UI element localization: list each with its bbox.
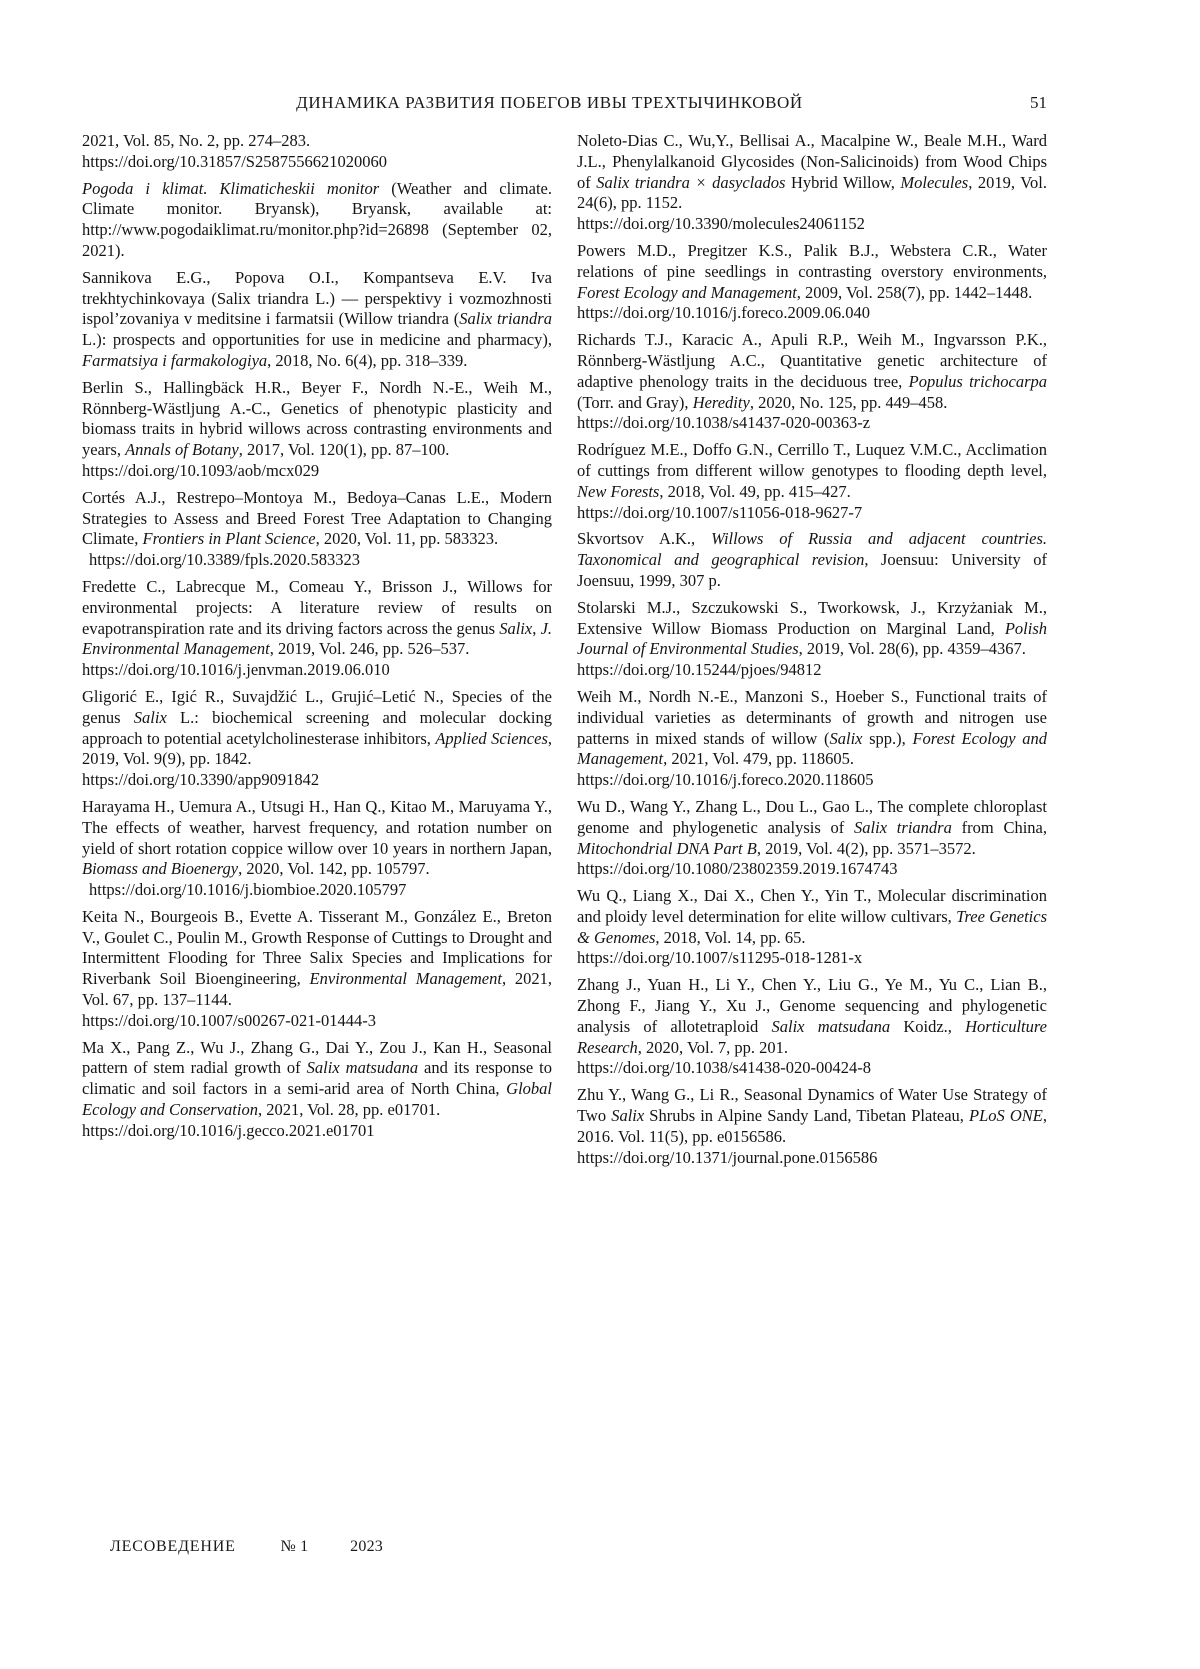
reference-plain-text: , 2021, Vol. 28, pp. e01701.	[257, 1100, 441, 1120]
doi-text: https://doi.org/10.1007/s11295-018-1281-x	[577, 948, 863, 968]
reference-entry	[577, 529, 1047, 591]
references-column-right	[577, 131, 1047, 1174]
reference-plain-text: spp.),	[862, 728, 913, 748]
doi-text: https://doi.org/10.1093/aob/mcx029	[82, 460, 320, 480]
reference-entry	[82, 131, 552, 173]
reference-plain-text: , 2021, Vol. 479, pp. 118605.	[663, 749, 854, 769]
footer-journal-name: ЛЕСОВЕДЕНИЕ	[110, 1538, 236, 1555]
reference-entry	[577, 687, 1047, 791]
reference-plain-text: , 2018, Vol. 49, pp. 415–427.	[659, 481, 851, 501]
running-head	[82, 93, 1047, 115]
reference-italic-text: Salix triandra × dasyclados	[596, 172, 786, 192]
reference-plain-text: , 2009, Vol. 258(7), pp. 1442–1448.	[796, 282, 1033, 302]
reference-entry	[82, 687, 552, 791]
reference-entry	[82, 179, 552, 262]
reference-plain-text: Keita N., Bourgeois B., Evette A. Tisserant M., González E., Breton V., Goulet C., Poulin M., Growth Response of Cuttings to Drought and Intermittent Flooding for Three Salix Species and Implications for Riverbank Soil Bioengineering,	[82, 906, 552, 989]
reference-italic-text: Populus trichocarpa	[908, 371, 1047, 391]
doi-text: https://doi.org/10.1038/s41438-020-00424-8	[577, 1058, 871, 1078]
reference-entry	[577, 330, 1047, 434]
doi-text: https://doi.org/10.3389/fpls.2020.583323	[89, 550, 361, 570]
reference-plain-text: L.): prospects and opportunities for use in medicine and pharmacy),	[82, 330, 552, 350]
reference-text	[82, 268, 552, 372]
reference-italic-text: Frontiers in Plant Science	[142, 529, 316, 549]
doi-text: https://doi.org/10.1038/s41437-020-00363-z	[577, 413, 871, 433]
doi-text: https://doi.org/10.1007/s00267-021-01444-3	[82, 1010, 376, 1030]
reference-plain-text: Rodríguez M.E., Doffo G.N., Cerrillo T., Luquez V.M.C., Acclimation of cuttings from different willow genotypes to flooding depth level,	[577, 440, 1047, 480]
doi-text: https://doi.org/10.31857/S2587556621020060	[82, 151, 387, 171]
reference-plain-text: L.: biochemical screening and molecular docking approach to potential acetylcholinesterase inhibitors,	[82, 707, 553, 748]
reference-plain-text: Zhu Y., Wang G., Li R., Seasonal Dynamics of Water Use Strategy of Two	[577, 1085, 1047, 1126]
reference-plain-text: , 2019, Vol. 24(6), pp. 1152.	[577, 172, 1047, 213]
reference-text	[82, 488, 552, 550]
reference-plain-text: , 2021, Vol. 67, pp. 137–1144.	[82, 969, 552, 1010]
reference-entry	[82, 1038, 552, 1142]
reference-italic-text: Tree Genetics & Genomes	[577, 906, 1048, 947]
reference-plain-text: (Torr. and Gray),	[577, 392, 693, 412]
reference-plain-text: , 2020, Vol. 142, pp. 105797.	[238, 859, 430, 879]
reference-text	[577, 886, 1047, 948]
reference-entry	[82, 577, 552, 681]
reference-plain-text: , Joensuu: University of Joensuu, 1999, 307 p.	[577, 550, 1047, 590]
reference-plain-text: Noleto-Dias C., Wu,Y., Bellisai A., Macalpine W., Beale M.H., Ward J.L., Phenylalkanoid Glycosides (Non-Salicinoids) from Wood Chips of	[577, 131, 1047, 192]
reference-plain-text: Stolarski M.J., Szczukowski S., Tworkowsk, J., Krzyżaniak M., Extensive Willow Biomass Production on Marginal Land,	[577, 597, 1047, 638]
reference-text	[577, 598, 1047, 660]
reference-plain-text: Wu Q., Liang X., Dai X., Chen Y., Yin T., Molecular discrimination and ploidy level determination for elite willow cultivars,	[577, 886, 1047, 926]
reference-text	[577, 797, 1047, 859]
footer-issue-number: № 1	[280, 1538, 309, 1555]
reference-entry	[82, 907, 552, 1032]
references-column-left	[82, 131, 552, 1174]
reference-plain-text: Shrubs in Alpine Sandy Land, Tibetan Plateau,	[644, 1106, 970, 1126]
reference-plain-text: Koidz.,	[890, 1016, 966, 1036]
reference-entry	[577, 1085, 1047, 1168]
reference-italic-text: Salix triandra	[459, 309, 552, 329]
reference-text	[82, 687, 552, 770]
reference-italic-text: Molecules	[900, 172, 969, 192]
reference-plain-text: Fredette C., Labrecque M., Comeau Y., Brisson J., Willows for environmental projects: A literature review of results on evapotranspiration rate and its driving factors across the genus	[82, 576, 552, 638]
reference-entry	[82, 488, 552, 571]
reference-entry	[82, 797, 552, 901]
reference-plain-text: , 2020, Vol. 11, pp. 583323.	[315, 529, 499, 549]
reference-plain-text: Powers M.D., Pregitzer K.S., Palik B.J., Webstera C.R., Water relations of pine seedlings in contrasting overstory environments,	[577, 240, 1047, 281]
reference-plain-text: , 2019, Vol. 4(2), pp. 3571–3572.	[756, 838, 976, 858]
doi-text: https://doi.org/10.1016/j.foreco.2020.118605	[577, 770, 874, 790]
reference-text	[82, 131, 552, 152]
reference-plain-text: ,	[532, 618, 541, 638]
doi-text: https://doi.org/10.1007/s11056-018-9627-7	[577, 502, 863, 522]
reference-plain-text: Gligorić E., Igić R., Suvajdžić L., Grujić–Letić N., Species of the genus	[82, 686, 552, 727]
reference-plain-text: Cortés A.J., Restrepo–Montoya M., Bedoya–Canas L.E., Modern Strategies to Assess and Breed Forest Tree Adaptation to Changing Climate,	[82, 487, 552, 549]
reference-entry	[577, 241, 1047, 324]
reference-plain-text: , 2016. Vol. 11(5), pp. e0156586.	[577, 1106, 1047, 1146]
reference-italic-text: New Forests	[577, 481, 660, 501]
reference-italic-text: Pogoda i klimat. Klimaticheskii monitor	[82, 178, 380, 198]
page-footer	[110, 1538, 383, 1556]
reference-italic-text: Global Ecology and Conservation	[82, 1079, 552, 1120]
reference-plain-text: , 2019, Vol. 246, pp. 526–537.	[269, 639, 470, 659]
reference-italic-text: Polish Journal of Environmental Studies	[577, 618, 1047, 659]
reference-italic-text: J. Environmental Management	[82, 618, 553, 659]
reference-text	[577, 241, 1047, 303]
reference-text	[82, 1038, 552, 1121]
reference-text	[577, 330, 1047, 413]
reference-entry	[577, 131, 1047, 235]
reference-italic-text: Salix	[133, 707, 167, 727]
running-title: ДИНАМИКА РАЗВИТИЯ ПОБЕГОВ ИВЫ ТРЕХТЫЧИНКОВОЙ	[296, 93, 803, 112]
reference-entry	[577, 797, 1047, 880]
reference-text	[577, 440, 1047, 502]
reference-text	[577, 529, 1047, 591]
reference-italic-text: Salix matsudana	[771, 1016, 891, 1036]
reference-entry	[82, 268, 552, 372]
reference-plain-text: , 2018, No. 6(4), pp. 318–339.	[267, 350, 468, 370]
reference-plain-text: Berlin S., Hallingbäck H.R., Beyer F., Nordh N.-E., Weih M., Rönnberg-Wästljung A.-C., Genetics of phenotypic plasticity and biomass traits in hybrid willows across contrasting environments and years,	[82, 377, 552, 460]
reference-italic-text: Mitochondrial DNA Part B	[577, 838, 757, 858]
reference-plain-text: , 2018, Vol. 14, pp. 65.	[655, 927, 806, 947]
doi-text: https://doi.org/10.3390/app9091842	[82, 770, 320, 790]
doi-text: https://doi.org/10.1016/j.jenvman.2019.06.010	[82, 660, 390, 680]
reference-text	[82, 577, 552, 660]
reference-italic-text: Horticulture Research	[577, 1016, 1048, 1057]
reference-italic-text: Farmatsiya i farmakologiya	[82, 350, 268, 370]
reference-entry	[577, 975, 1047, 1079]
reference-plain-text: 2021, Vol. 85, No. 2, pp. 274–283.	[82, 131, 311, 150]
reference-italic-text: Willows of Russia and adjacent countries. Taxonomical and geographical revision	[577, 529, 1047, 570]
reference-entry	[577, 440, 1047, 523]
reference-italic-text: Forest Ecology and Management	[577, 282, 797, 302]
reference-plain-text: , 2019, Vol. 9(9), pp. 1842.	[82, 728, 552, 769]
reference-plain-text: Wu D., Wang Y., Zhang L., Dou L., Gao L., The complete chloroplast genome and phylogenetic analysis of	[577, 796, 1047, 837]
reference-italic-text: Heredity	[692, 392, 750, 412]
reference-plain-text: (Weather and climate. Climate monitor. Bryansk), Bryansk, available at: http://www.pogodaiklimat.ru/monitor.php?id=26898 (September 02, 2021).	[82, 178, 552, 260]
reference-italic-text: PLoS ONE	[969, 1106, 1043, 1126]
reference-plain-text: Hybrid Willow,	[785, 172, 901, 192]
reference-plain-text: from China,	[951, 817, 1047, 837]
reference-italic-text: Salix	[499, 618, 533, 638]
footer-year: 2023	[350, 1538, 383, 1555]
reference-entry	[577, 598, 1047, 681]
reference-plain-text: , 2020, No. 125, pp. 449–458.	[749, 392, 948, 412]
reference-plain-text: Ma X., Pang Z., Wu J., Zhang G., Dai Y., Zou J., Kan H., Seasonal pattern of stem radial growth of	[82, 1037, 552, 1078]
doi-text: https://doi.org/10.1016/j.biombioe.2020.105797	[89, 880, 407, 900]
reference-text	[82, 907, 552, 1011]
page-number: 51	[1030, 93, 1047, 112]
reference-italic-text: Salix	[829, 728, 863, 748]
reference-text	[82, 179, 552, 262]
reference-italic-text: Applied Sciences	[435, 728, 548, 748]
reference-text	[82, 797, 552, 880]
doi-text: https://doi.org/10.1371/journal.pone.0156586	[577, 1147, 878, 1167]
doi-text: https://doi.org/10.3390/molecules24061152	[577, 214, 865, 234]
reference-plain-text: Skvortsov A.K.,	[577, 529, 712, 549]
doi-text: https://doi.org/10.1080/23802359.2019.1674743	[577, 859, 898, 879]
reference-italic-text: Salix triandra	[854, 817, 952, 837]
reference-text	[577, 1085, 1047, 1147]
reference-italic-text: Annals of Botany	[125, 440, 239, 460]
reference-entry	[82, 378, 552, 482]
reference-text	[577, 975, 1047, 1058]
reference-plain-text: Sannikova E.G., Popova O.I., Kompantseva E.V. Iva trekhtychinkovaya (Salix triandra L.) — perspektivy i vozmozhnosti ispol’zovaniya v meditsine i farmatsii (Willow triandra (	[82, 267, 552, 329]
reference-text	[82, 378, 552, 461]
reference-italic-text: Environmental Management	[309, 969, 502, 989]
reference-italic-text: Salix	[611, 1106, 645, 1126]
reference-italic-text: Forest Ecology and Management	[577, 728, 1047, 769]
reference-plain-text: , 2020, Vol. 7, pp. 201.	[637, 1037, 788, 1057]
reference-plain-text: Weih M., Nordh N.-E., Manzoni S., Hoeber S., Functional traits of individual varieties as determinants of growth and nitrogen use patterns in mixed stands of willow (	[577, 686, 1047, 748]
reference-entry	[577, 886, 1047, 969]
doi-text: https://doi.org/10.1016/j.foreco.2009.06.040	[577, 303, 871, 323]
reference-plain-text: Richards T.J., Karacic A., Apuli R.P., Weih M., Ingvarsson P.K., Rönnberg-Wästljung A.C., Quantitative genetic architecture of adaptive phenology traits in the deciduous tree,	[577, 330, 1047, 391]
reference-plain-text: Harayama H., Uemura A., Utsugi H., Han Q., Kitao M., Maruyama Y., The effects of weather, harvest frequency, and rotation number on yield of short rotation coppice willow over 10 years in northern Japan,	[82, 796, 552, 858]
reference-text	[577, 131, 1047, 214]
reference-text	[577, 687, 1047, 770]
reference-plain-text: Zhang J., Yuan H., Li Y., Chen Y., Liu G., Ye M., Yu C., Lian B., Zhong F., Jiang Y., Xu J., Genome sequencing and phylogenetic analysis of allotetraploid	[577, 975, 1047, 1036]
reference-italic-text: Biomass and Bioenergy	[82, 859, 239, 879]
doi-text: https://doi.org/10.15244/pjoes/94812	[577, 660, 822, 680]
reference-plain-text: and its response to climatic and soil factors in a semi-arid area of North China,	[82, 1058, 552, 1099]
reference-plain-text: , 2019, Vol. 28(6), pp. 4359–4367.	[798, 639, 1026, 659]
doi-text: https://doi.org/10.1016/j.gecco.2021.e01701	[82, 1120, 375, 1140]
references-section	[82, 131, 1047, 1174]
reference-italic-text: Salix matsudana	[306, 1058, 419, 1078]
reference-plain-text: , 2017, Vol. 120(1), pp. 87–100.	[238, 440, 450, 460]
